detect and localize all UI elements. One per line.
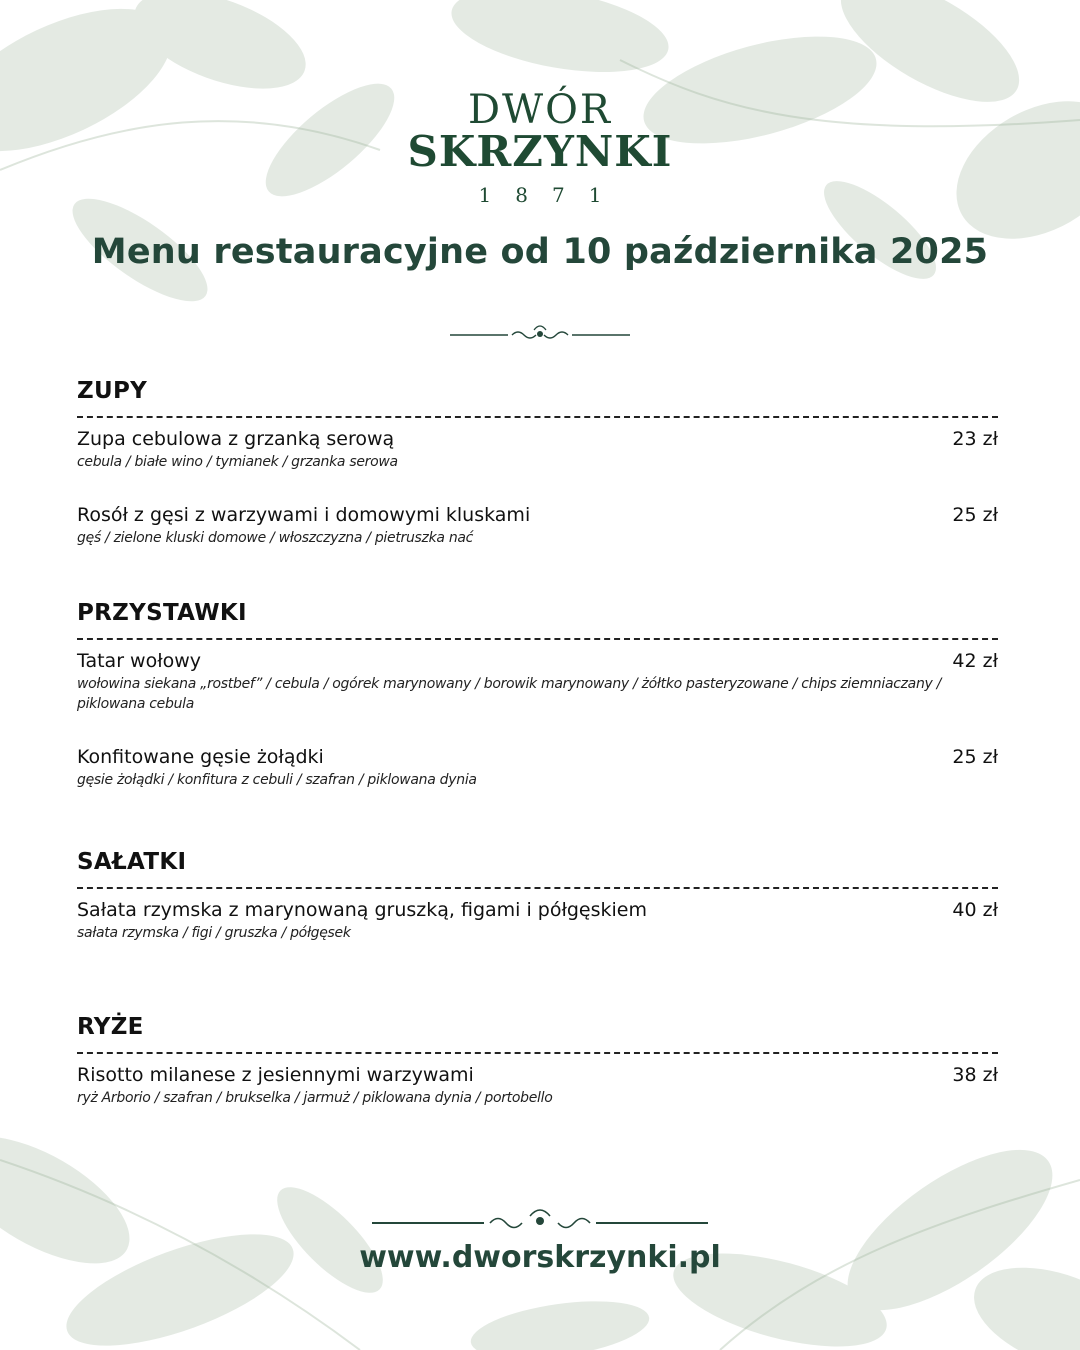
item-description: gęsie żołądki / konfitura z cebuli / szafran / piklowana dynia bbox=[77, 772, 477, 788]
item-description: sałata rzymska / figi / gruszka / półgęsek bbox=[77, 925, 351, 941]
menu-item bbox=[77, 1062, 998, 1108]
item-price: 42 zł bbox=[952, 650, 998, 672]
dashed-divider bbox=[77, 887, 998, 889]
item-name: Konfitowane gęsie żołądki bbox=[77, 746, 324, 768]
item-name: Sałata rzymska z marynowaną gruszką, figami i półgęskiem bbox=[77, 899, 647, 921]
item-price: 40 zł bbox=[952, 899, 998, 921]
brand-logo bbox=[0, 88, 1080, 208]
page-title: Menu restauracyjne od 10 października 2025 bbox=[91, 232, 989, 272]
item-price: 25 zł bbox=[952, 746, 998, 768]
section-zupy bbox=[77, 376, 998, 578]
ornament-divider-top bbox=[450, 322, 630, 346]
menu-item bbox=[77, 744, 998, 790]
section-title: PRZYSTAWKI bbox=[77, 600, 247, 626]
section-salatki bbox=[77, 847, 998, 973]
item-name: Zupa cebulowa z grzanką serową bbox=[77, 428, 395, 450]
dashed-divider bbox=[77, 416, 998, 418]
item-price: 23 zł bbox=[952, 428, 998, 450]
dashed-divider bbox=[77, 638, 998, 640]
website-link[interactable]: www.dworskrzynki.pl bbox=[359, 1240, 721, 1275]
item-description: wołowina siekana „rostbef” / cebula / ogórek marynowany / borowik marynowany / żółtko pasteryzowane / chips ziemniaczany / piklowana cebula bbox=[77, 676, 942, 712]
ornament-divider-bottom bbox=[372, 1206, 708, 1236]
item-name: Risotto milanese z jesiennymi warzywami bbox=[77, 1064, 474, 1086]
dashed-divider bbox=[77, 1052, 998, 1054]
item-description: gęś / zielone kluski domowe / włoszczyzna / pietruszka nać bbox=[77, 530, 474, 546]
item-price: 25 zł bbox=[952, 504, 998, 526]
item-price: 38 zł bbox=[952, 1064, 998, 1086]
section-ryze bbox=[77, 1012, 998, 1138]
logo-year: 1871 bbox=[478, 183, 626, 207]
menu-item bbox=[77, 897, 998, 943]
menu-item bbox=[77, 426, 998, 472]
item-name: Rosół z gęsi z warzywami i domowymi kluskami bbox=[77, 504, 531, 526]
menu-item bbox=[77, 502, 998, 548]
section-title: SAŁATKI bbox=[77, 849, 187, 875]
logo-line1: DWÓR bbox=[467, 87, 613, 133]
section-title: RYŻE bbox=[77, 1014, 144, 1040]
item-name: Tatar wołowy bbox=[77, 650, 202, 672]
logo-line2: SKRZYNKI bbox=[407, 127, 673, 176]
section-przystawki bbox=[77, 598, 998, 820]
item-description: cebula / białe wino / tymianek / grzanka serowa bbox=[77, 454, 398, 470]
menu-item bbox=[77, 648, 998, 714]
section-title: ZUPY bbox=[77, 378, 148, 404]
item-description: ryż Arborio / szafran / brukselka / jarmuż / piklowana dynia / portobello bbox=[77, 1090, 553, 1106]
